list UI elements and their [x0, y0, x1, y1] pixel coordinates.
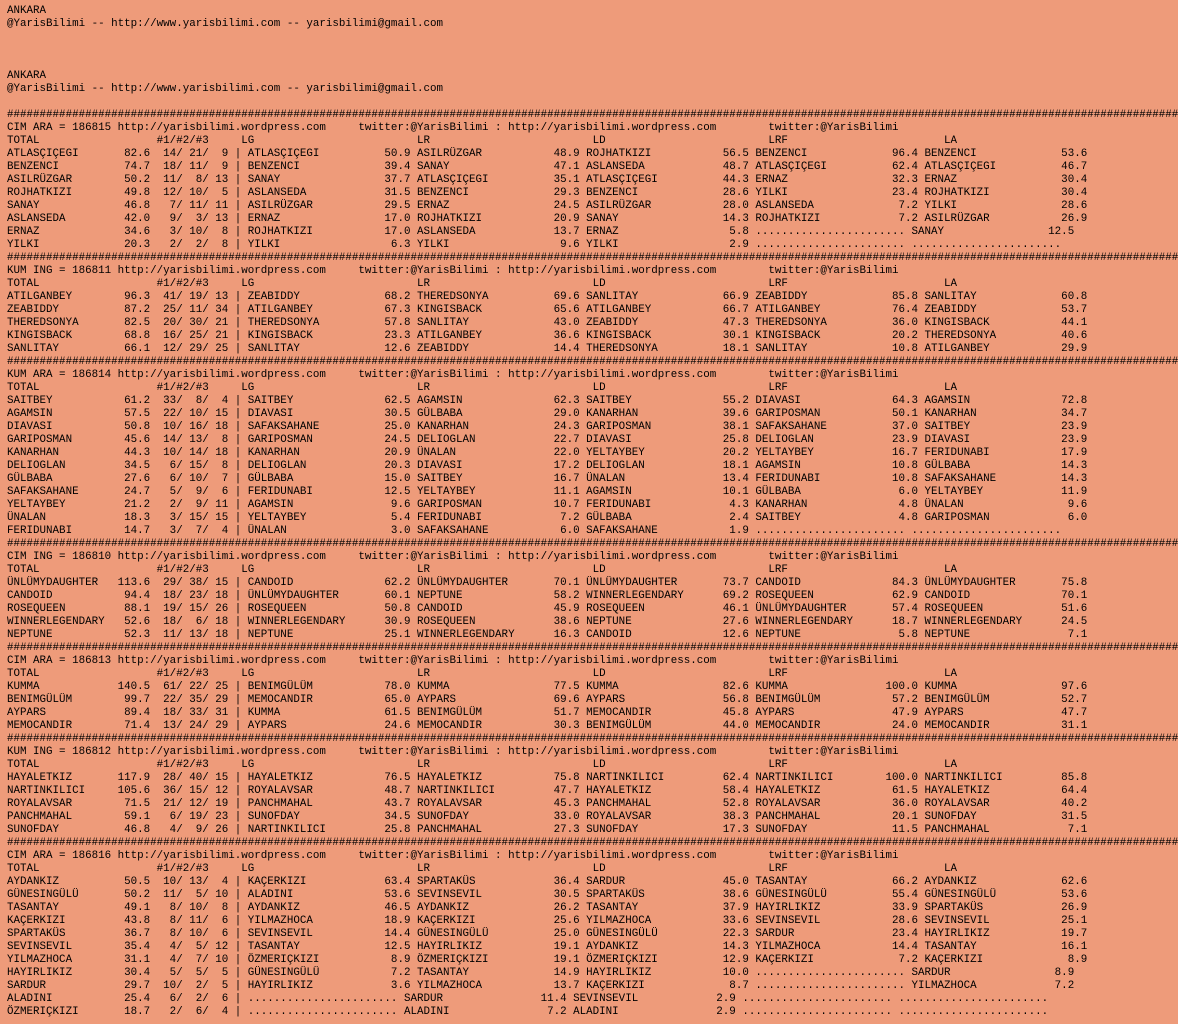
result-row: ÜNALAN 18.3 3/ 15/ 15 | YELTAYBEY 5.4 FERIDUNABI 7.2 GÜLBABA 2.4 SAITBEY 4.8 GARIPOSMAN 6.0	[7, 512, 1088, 524]
result-row: NEPTUNE 52.3 11/ 13/ 18 | NEPTUNE 25.1 WINNERLEGENDARY 16.3 CANDOID 12.6 NEPTUNE 5.8 NEPTUNE 7.1	[7, 629, 1088, 641]
race-header: KUM ING = 186811 http://yarisbilimi.wordpress.com twitter:@YarisBilimi : http://yarisbilimi.wordpress.com twitter:@YarisBilimi	[7, 265, 899, 277]
result-row: ÖZMERIÇKIZI 18.7 2/ 6/ 4 | ....................... ALADINI 7.2 ALADINI 2.9 ....................... .......................	[7, 1006, 1049, 1018]
blank-line	[7, 96, 1002, 109]
result-row: AGAMSIN 57.5 22/ 10/ 15 | DIAVASI 30.5 GÜLBABA 29.0 KANARHAN 39.6 GARIPOSMAN 50.1 KANARHAN 34.7	[7, 408, 1088, 420]
result-row: ROYALAVSAR 71.5 21/ 12/ 19 | PANCHMAHAL 43.7 ROYALAVSAR 45.3 PANCHMAHAL 52.8 ROYALAVSAR 36.0 ROYALAVSAR 40.2	[7, 798, 1088, 810]
result-row: ERNAZ 34.6 3/ 10/ 8 | ROJHATKIZI 17.0 ASLANSEDA 13.7 ERNAZ 5.8 ....................... SANAY 12.5	[7, 226, 1075, 238]
result-row: YELTAYBEY 21.2 2/ 9/ 11 | AGAMSIN 9.6 GARIPOSMAN 10.7 FERIDUNABI 4.3 KANARHAN 4.8 ÜNALAN 9.6	[7, 499, 1088, 511]
blank-line	[7, 57, 1002, 70]
column-header-row: TOTAL #1/#2/#3 LG LR LD LRF LA	[7, 278, 958, 290]
result-row: DELIOGLAN 34.5 6/ 15/ 8 | DELIOGLAN 20.3 DIAVASI 17.2 DELIOGLAN 18.1 AGAMSIN 10.8 GÜLBABA 14.3	[7, 460, 1088, 472]
text-line: ANKARA	[7, 70, 47, 82]
text-line: ANKARA	[7, 5, 47, 17]
column-header-row: TOTAL #1/#2/#3 LG LR LD LRF LA	[7, 382, 958, 394]
separator-line: ####################################################################################################################################################################################	[7, 109, 1178, 121]
result-row: YILKI 20.3 2/ 2/ 8 | YILKI 6.3 YILKI 9.6 YILKI 2.9 ....................... .......................	[7, 239, 1062, 251]
text-line: @YarisBilimi -- http://www.yarisbilimi.com -- yarisbilimi@gmail.com	[7, 18, 443, 30]
result-row: ÜNLÜMYDAUGHTER 113.6 29/ 38/ 15 | CANDOID 62.2 ÜNLÜMYDAUGHTER 70.1 ÜNLÜMYDAUGHTER 73.7 CANDOID 84.3 ÜNLÜMYDAUGHTER 75.8	[7, 577, 1088, 589]
result-row: SUNOFDAY 46.8 4/ 9/ 26 | NARTINKILICI 25.8 PANCHMAHAL 27.3 SUNOFDAY 17.3 SUNOFDAY 11.5 PANCHMAHAL 7.1	[7, 824, 1088, 836]
blank-line	[7, 44, 1002, 57]
result-row: WINNERLEGENDARY 52.6 18/ 6/ 18 | WINNERLEGENDARY 30.9 ROSEQUEEN 38.6 NEPTUNE 27.6 WINNERLEGENDARY 18.7 WINNERLEGENDARY 24.5	[7, 616, 1088, 628]
race-header: CIM ARA = 186815 http://yarisbilimi.wordpress.com twitter:@YarisBilimi : http://yarisbilimi.wordpress.com twitter:@YarisBilimi	[7, 122, 899, 134]
result-row: KUMMA 140.5 61/ 22/ 25 | BENIMGÜLÜM 78.0 KUMMA 77.5 KUMMA 82.6 KUMMA 100.0 KUMMA 97.6	[7, 681, 1088, 693]
column-header-row: TOTAL #1/#2/#3 LG LR LD LRF LA	[7, 564, 958, 576]
result-row: SAFAKSAHANE 24.7 5/ 9/ 6 | FERIDUNABI 12.5 YELTAYBEY 11.1 AGAMSIN 10.1 GÜLBABA 6.0 YELTAYBEY 11.9	[7, 486, 1088, 498]
separator-line: ####################################################################################################################################################################################	[7, 538, 1178, 550]
column-header-row: TOTAL #1/#2/#3 LG LR LD LRF LA	[7, 135, 958, 147]
separator-line: ####################################################################################################################################################################################	[7, 837, 1178, 849]
result-row: ROJHATKIZI 49.8 12/ 10/ 5 | ASLANSEDA 31.5 BENZENCI 29.3 BENZENCI 28.6 YILKI 23.4 ROJHATKIZI 30.4	[7, 187, 1088, 199]
result-row: ASLANSEDA 42.0 9/ 3/ 13 | ERNAZ 17.0 ROJHATKIZI 20.9 SANAY 14.3 ROJHATKIZI 7.2 ASILRÜZGAR 26.9	[7, 213, 1088, 225]
result-row: ALADINI 25.4 6/ 2/ 6 | ....................... SARDUR 11.4 SEVINSEVIL 2.9 ....................... .......................	[7, 993, 1049, 1005]
result-row: YILMAZHOCA 31.1 4/ 7/ 10 | ÖZMERIÇKIZI 8.9 ÖZMERIÇKIZI 19.1 ÖZMERIÇKIZI 12.9 KAÇERKIZI 7.2 KAÇERKIZI 8.9	[7, 954, 1088, 966]
result-row: PANCHMAHAL 59.1 6/ 19/ 23 | SUNOFDAY 34.5 SUNOFDAY 33.0 ROYALAVSAR 38.3 PANCHMAHAL 20.1 SUNOFDAY 31.5	[7, 811, 1088, 823]
result-row: TASANTAY 49.1 8/ 10/ 8 | AYDANKIZ 46.5 AYDANKIZ 26.2 TASANTAY 37.9 HAYIRLIKIZ 33.9 SPARTAKÜS 26.9	[7, 902, 1088, 914]
result-row: ZEABIDDY 87.2 25/ 11/ 34 | ATILGANBEY 67.3 KINGISBACK 65.6 ATILGANBEY 66.7 ATILGANBEY 76.4 ZEABIDDY 53.7	[7, 304, 1088, 316]
result-row: GÜLBABA 27.6 6/ 10/ 7 | GÜLBABA 15.0 SAITBEY 16.7 ÜNALAN 13.4 FERIDUNABI 10.8 SAFAKSAHANE 14.3	[7, 473, 1088, 485]
column-header-row: TOTAL #1/#2/#3 LG LR LD LRF LA	[7, 668, 958, 680]
result-row: THEREDSONYA 82.5 20/ 30/ 21 | THEREDSONYA 57.8 SANLITAY 43.0 ZEABIDDY 47.3 THEREDSONYA 36.0 KINGISBACK 44.1	[7, 317, 1088, 329]
result-row: ATILGANBEY 96.3 41/ 19/ 13 | ZEABIDDY 68.2 THEREDSONYA 69.6 SANLITAY 66.9 ZEABIDDY 85.8 SANLITAY 60.8	[7, 291, 1088, 303]
result-row: SANAY 46.8 7/ 11/ 11 | ASILRÜZGAR 29.5 ERNAZ 24.5 ASILRÜZGAR 28.0 ASLANSEDA 7.2 YILKI 28.6	[7, 200, 1088, 212]
text-line: @YarisBilimi -- http://www.yarisbilimi.com -- yarisbilimi@gmail.com	[7, 83, 443, 95]
separator-line: ####################################################################################################################################################################################	[7, 252, 1178, 264]
race-header: CIM ING = 186810 http://yarisbilimi.wordpress.com twitter:@YarisBilimi : http://yarisbilimi.wordpress.com twitter:@YarisBilimi	[7, 551, 899, 563]
result-row: ROSEQUEEN 88.1 19/ 15/ 26 | ROSEQUEEN 50.8 CANDOID 45.9 ROSEQUEEN 46.1 ÜNLÜMYDAUGHTER 57.4 ROSEQUEEN 51.6	[7, 603, 1088, 615]
result-row: GÜNESINGÜLÜ 50.2 11/ 5/ 10 | ALADINI 53.6 SEVINSEVIL 30.5 SPARTAKÜS 38.6 GÜNESINGÜLÜ 55.4 GÜNESINGÜLÜ 53.6	[7, 889, 1088, 901]
result-row: SARDUR 29.7 10/ 2/ 5 | HAYIRLIKIZ 3.6 YILMAZHOCA 13.7 KAÇERKIZI 8.7 ....................... YILMAZHOCA 7.2	[7, 980, 1075, 992]
result-row: ATLASÇIÇEGI 82.6 14/ 21/ 9 | ATLASÇIÇEGI 50.9 ASILRÜZGAR 48.9 ROJHATKIZI 56.5 BENZENCI 96.4 BENZENCI 53.6	[7, 148, 1088, 160]
result-row: SEVINSEVIL 35.4 4/ 5/ 12 | TASANTAY 12.5 HAYIRLIKIZ 19.1 AYDANKIZ 14.3 YILMAZHOCA 14.4 TASANTAY 16.1	[7, 941, 1088, 953]
race-header: KUM ARA = 186814 http://yarisbilimi.wordpress.com twitter:@YarisBilimi : http://yarisbilimi.wordpress.com twitter:@YarisBilimi	[7, 369, 899, 381]
separator-line: ####################################################################################################################################################################################	[7, 356, 1178, 368]
result-row: DIAVASI 50.8 10/ 16/ 18 | SAFAKSAHANE 25.0 KANARHAN 24.3 GARIPOSMAN 38.1 SAFAKSAHANE 37.0 SAITBEY 23.9	[7, 421, 1088, 433]
result-row: KANARHAN 44.3 10/ 14/ 18 | KANARHAN 20.9 ÜNALAN 22.0 YELTAYBEY 20.2 YELTAYBEY 16.7 FERIDUNABI 17.9	[7, 447, 1088, 459]
separator-line: ####################################################################################################################################################################################	[7, 733, 1178, 745]
result-row: HAYIRLIKIZ 30.4 5/ 5/ 5 | GÜNESINGÜLÜ 7.2 TASANTAY 14.9 HAYIRLIKIZ 10.0 ....................... SARDUR 8.9	[7, 967, 1075, 979]
result-row: FERIDUNABI 14.7 3/ 7/ 4 | ÜNALAN 3.0 SAFAKSAHANE 6.0 SAFAKSAHANE 1.9 ....................... .......................	[7, 525, 1062, 537]
race-header: CIM ARA = 186816 http://yarisbilimi.wordpress.com twitter:@YarisBilimi : http://yarisbilimi.wordpress.com twitter:@YarisBilimi	[7, 850, 899, 862]
race-header: CIM ARA = 186813 http://yarisbilimi.wordpress.com twitter:@YarisBilimi : http://yarisbilimi.wordpress.com twitter:@YarisBilimi	[7, 655, 899, 667]
race-header: KUM ING = 186812 http://yarisbilimi.wordpress.com twitter:@YarisBilimi : http://yarisbilimi.wordpress.com twitter:@YarisBilimi	[7, 746, 899, 758]
result-row: AYPARS 89.4 18/ 33/ 31 | KUMMA 61.5 BENIMGÜLÜM 51.7 MEMOCANDIR 45.8 AYPARS 47.9 AYPARS 47.7	[7, 707, 1088, 719]
result-row: ASILRÜZGAR 50.2 11/ 8/ 13 | SANAY 37.7 ATLASÇIÇEGI 35.1 ATLASÇIÇEGI 44.3 ERNAZ 32.3 ERNAZ 30.4	[7, 174, 1088, 186]
result-row: KINGISBACK 68.8 16/ 25/ 21 | KINGISBACK 23.3 ATILGANBEY 36.6 KINGISBACK 30.1 KINGISBACK 20.2 THEREDSONYA 40.6	[7, 330, 1088, 342]
result-row: HAYALETKIZ 117.9 28/ 40/ 15 | HAYALETKIZ 76.5 HAYALETKIZ 75.8 NARTINKILICI 62.4 NARTINKILICI 100.0 NARTINKILICI 85.8	[7, 772, 1088, 784]
result-row: NARTINKILICI 105.6 36/ 15/ 12 | ROYALAVSAR 48.7 NARTINKILICI 47.7 HAYALETKIZ 58.4 HAYALETKIZ 61.5 HAYALETKIZ 64.4	[7, 785, 1088, 797]
result-row: BENIMGÜLÜM 99.7 22/ 35/ 29 | MEMOCANDIR 65.0 AYPARS 69.6 AYPARS 56.8 BENIMGÜLÜM 57.2 BENIMGÜLÜM 52.7	[7, 694, 1088, 706]
blank-line	[7, 31, 1002, 44]
result-row: AYDANKIZ 50.5 10/ 13/ 4 | KAÇERKIZI 63.4 SPARTAKÜS 36.4 SARDUR 45.0 TASANTAY 66.2 AYDANKIZ 62.6	[7, 876, 1088, 888]
separator-line: ####################################################################################################################################################################################	[7, 642, 1178, 654]
result-row: GARIPOSMAN 45.6 14/ 13/ 8 | GARIPOSMAN 24.5 DELIOGLAN 22.7 DIAVASI 25.8 DELIOGLAN 23.9 DIAVASI 23.9	[7, 434, 1088, 446]
result-row: SAITBEY 61.2 33/ 8/ 4 | SAITBEY 62.5 AGAMSIN 62.3 SAITBEY 55.2 DIAVASI 64.3 AGAMSIN 72.8	[7, 395, 1088, 407]
result-row: CANDOID 94.4 18/ 23/ 18 | ÜNLÜMYDAUGHTER 60.1 NEPTUNE 58.2 WINNERLEGENDARY 69.2 ROSEQUEEN 62.9 CANDOID 70.1	[7, 590, 1088, 602]
result-row: BENZENCI 74.7 18/ 11/ 9 | BENZENCI 39.4 SANAY 47.1 ASLANSEDA 48.7 ATLASÇIÇEGI 62.4 ATLASÇIÇEGI 46.7	[7, 161, 1088, 173]
result-row: SANLITAY 66.1 12/ 29/ 25 | SANLITAY 12.6 ZEABIDDY 14.4 THEREDSONYA 18.1 SANLITAY 10.8 ATILGANBEY 29.9	[7, 343, 1088, 355]
result-row: SPARTAKÜS 36.7 8/ 10/ 6 | SEVINSEVIL 14.4 GÜNESINGÜLÜ 25.0 GÜNESINGÜLÜ 22.3 SARDUR 23.4 HAYIRLIKIZ 19.7	[7, 928, 1088, 940]
result-row: KAÇERKIZI 43.8 8/ 11/ 6 | YILMAZHOCA 18.9 KAÇERKIZI 25.6 YILMAZHOCA 33.6 SEVINSEVIL 28.6 SEVINSEVIL 25.1	[7, 915, 1088, 927]
column-header-row: TOTAL #1/#2/#3 LG LR LD LRF LA	[7, 863, 958, 875]
column-header-row: TOTAL #1/#2/#3 LG LR LD LRF LA	[7, 759, 958, 771]
result-row: MEMOCANDIR 71.4 13/ 24/ 29 | AYPARS 24.6 MEMOCANDIR 30.3 BENIMGÜLÜM 44.0 MEMOCANDIR 24.0 MEMOCANDIR 31.1	[7, 720, 1088, 732]
